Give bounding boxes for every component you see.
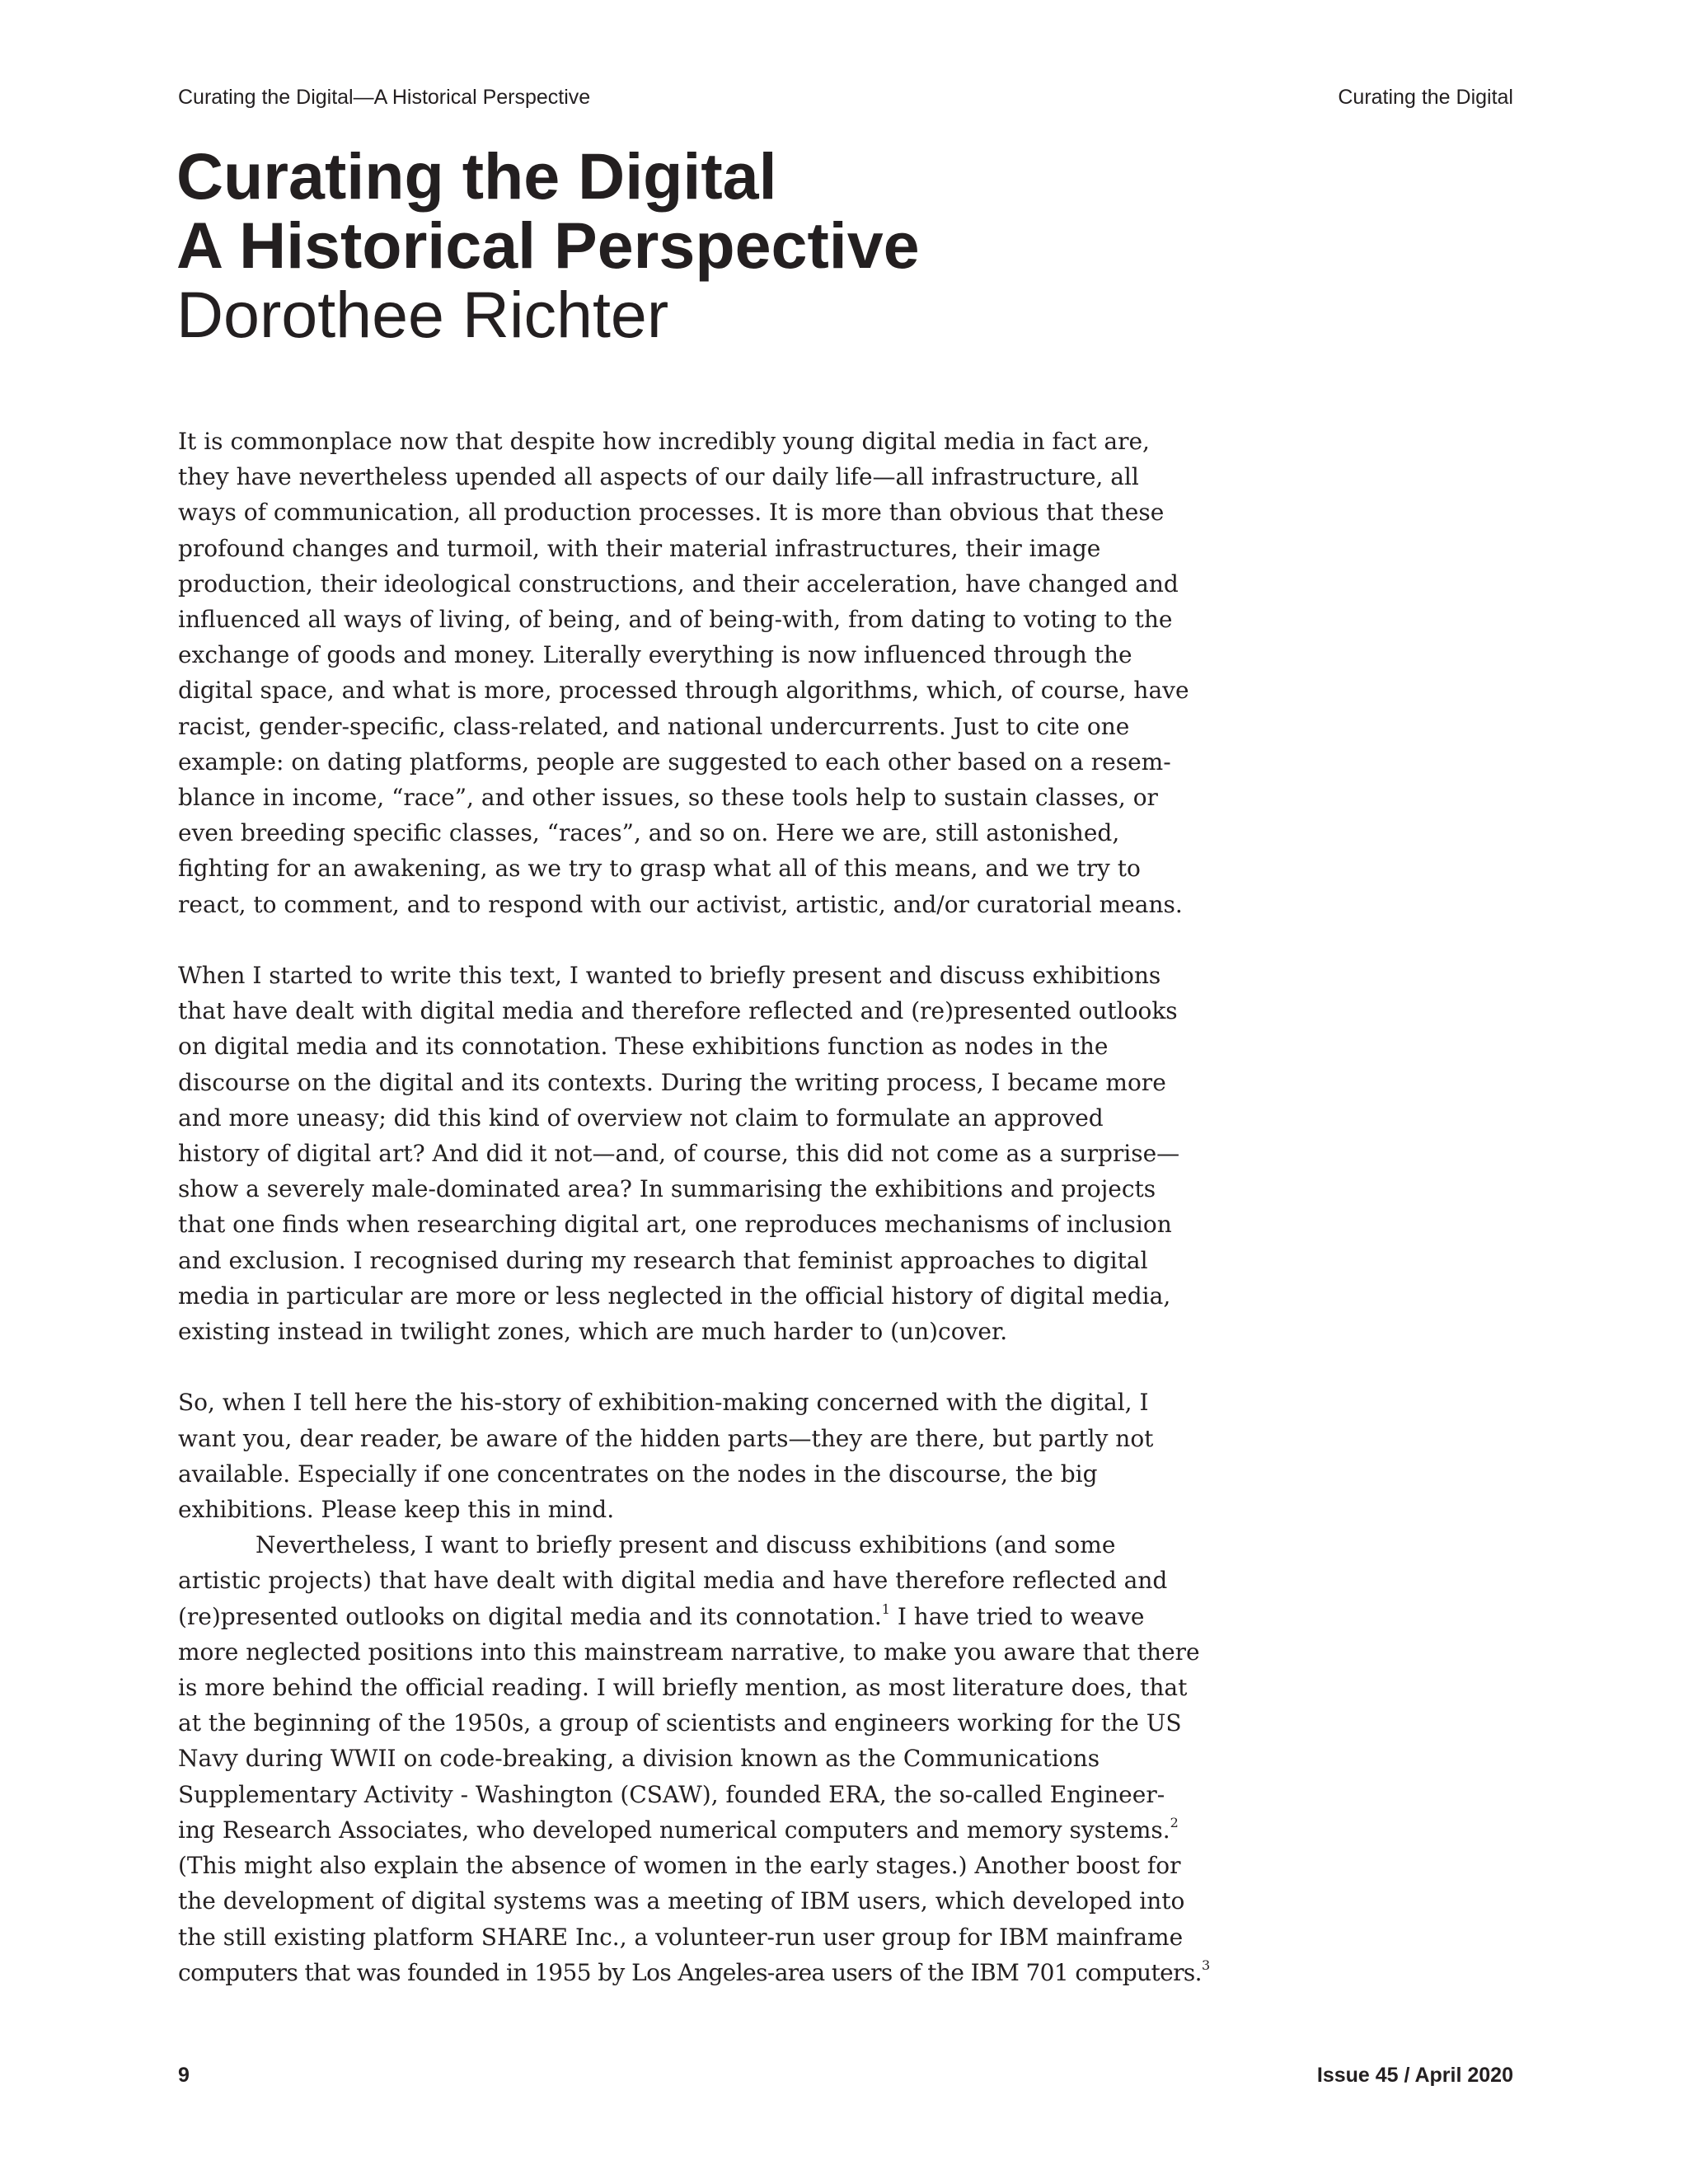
footnote-ref-2[interactable]: 2 [1170,1814,1179,1830]
issue-label: Issue 45 / April 2020 [1316,2064,1513,2087]
text-line: at the beginning of the 1950s, a group of scientists and engineers working for the US [178,1709,1182,1737]
paragraph-2 [178,958,1217,1349]
text-line: react, to comment, and to respond with our activist, artistic, and/or curatorial means. [178,890,1183,918]
text-line: more neglected positions into this mainstream narrative, to make you aware that there [178,1638,1200,1666]
text-segment: I have tried to weave [889,1602,1145,1630]
running-header-right: Curating the Digital [1338,86,1513,109]
text-line: ways of communication, all production processes. It is more than obvious that these [178,499,1165,527]
paragraph-gap [178,1349,1217,1385]
text-line: the still existing platform SHARE Inc., a volunteer-run user group for IBM mainframe [178,1923,1184,1951]
text-line: that have dealt with digital media and therefore reflected and (re)presented outlooks [178,997,1178,1025]
text-line: (This might also explain the absence of women in the early stages.) Another boost for [178,1852,1181,1880]
text-line: on digital media and its connotation. These exhibitions function as nodes in the [178,1033,1109,1061]
running-header-left: Curating the Digital—A Historical Perspective [178,86,591,109]
text-line: is more behind the official reading. I will briefly mention, as most literature does, that [178,1674,1188,1702]
text-line: even breeding specific classes, “races”, and so on. Here we are, still astonished, [178,819,1120,847]
text-line: profound changes and turmoil, with their material infrastructures, their image [178,534,1101,562]
text-line: show a severely male-dominated area? In summarising the exhibitions and projects [178,1175,1156,1203]
text-line: discourse on the digital and its contexts. During the writing process, I became more [178,1068,1166,1096]
text-line: When I started to write this text, I wanted to briefly present and discuss exhibitions [178,962,1161,990]
text-line [178,1812,1217,1848]
title-block [176,139,920,351]
text-line: they have nevertheless upended all aspects of our daily life—all infrastructure, all [178,463,1139,491]
text-line: racist, gender-specific, class-related, and national undercurrents. Just to cite one [178,712,1130,740]
text-line: that one finds when researching digital art, one reproduces mechanisms of inclusion [178,1211,1172,1239]
text-line: exchange of goods and money. Literally everything is now influenced through the [178,641,1132,669]
text-segment: computers that was founded in 1955 by Los Angeles-area users of the IBM 701 computers. [178,1958,1202,1986]
text-line: production, their ideological constructions, and their acceleration, have changed and [178,569,1179,598]
article-title-line-1: Curating the Digital [176,139,777,213]
article-body [178,424,1217,1990]
page-footer [178,2064,1513,2088]
article-title-line-2: A Historical Perspective [176,209,920,282]
page-number: 9 [178,2064,190,2087]
text-line: example: on dating platforms, people are suggested to each other based on a resem- [178,748,1171,776]
text-line: want you, dear reader, be aware of the hidden parts—they are there, but partly not [178,1424,1154,1452]
text-line: history of digital art? And did it not—and, of course, this did not come as a surprise— [178,1140,1180,1168]
text-line: fighting for an awakening, as we try to grasp what all of this means, and we try to [178,855,1141,883]
text-line: existing instead in twilight zones, which are much harder to (un)cover. [178,1318,1008,1346]
article-author: Dorothee Richter [176,278,669,351]
running-header [178,86,1513,110]
text-line: It is commonplace now that despite how incredibly young digital media in fact are, [178,428,1150,455]
text-line: So, when I tell here the his-story of exhibition-making concerned with the digital, I [178,1389,1149,1417]
text-line: digital space, and what is more, processed through algorithms, which, of course, have [178,677,1189,705]
paragraph-3 [178,1385,1217,1527]
text-line: and exclusion. I recognised during my research that feminist approaches to digital [178,1246,1148,1274]
text-line [178,1955,1217,1990]
text-line: Nevertheless, I want to briefly present and discuss exhibitions (and some [256,1531,1116,1559]
text-line: artistic projects) that have dealt with digital media and have therefore reflected and [178,1567,1168,1595]
paragraph-gap [178,922,1217,958]
paragraph-1 [178,424,1217,922]
footnote-ref-3[interactable]: 3 [1201,1957,1211,1973]
text-line: Supplementary Activity - Washington (CSAW), founded ERA, the so-called Engineer- [178,1780,1165,1808]
text-line: media in particular are more or less neglected in the official history of digital media, [178,1282,1171,1310]
text-line: exhibitions. Please keep this in mind. [178,1496,615,1524]
text-line: Navy during WWII on code-breaking, a division known as the Communications [178,1745,1100,1773]
text-segment: (re)presented outlooks on digital media and its connotation. [178,1602,882,1630]
text-line: and more uneasy; did this kind of overview not claim to formulate an approved [178,1104,1104,1132]
text-line: influenced all ways of living, of being, and of being-with, from dating to voting to the [178,606,1173,634]
footnote-ref-1[interactable]: 1 [881,1601,890,1617]
text-line: available. Especially if one concentrates on the nodes in the discourse, the big [178,1460,1098,1488]
text-line: the development of digital systems was a meeting of IBM users, which developed into [178,1887,1185,1915]
paragraph-4 [178,1527,1217,1990]
text-line: blance in income, “race”, and other issues, so these tools help to sustain classes, or [178,784,1158,812]
text-line [178,1599,1217,1634]
text-segment: ing Research Associates, who developed numerical computers and memory systems. [178,1816,1170,1844]
